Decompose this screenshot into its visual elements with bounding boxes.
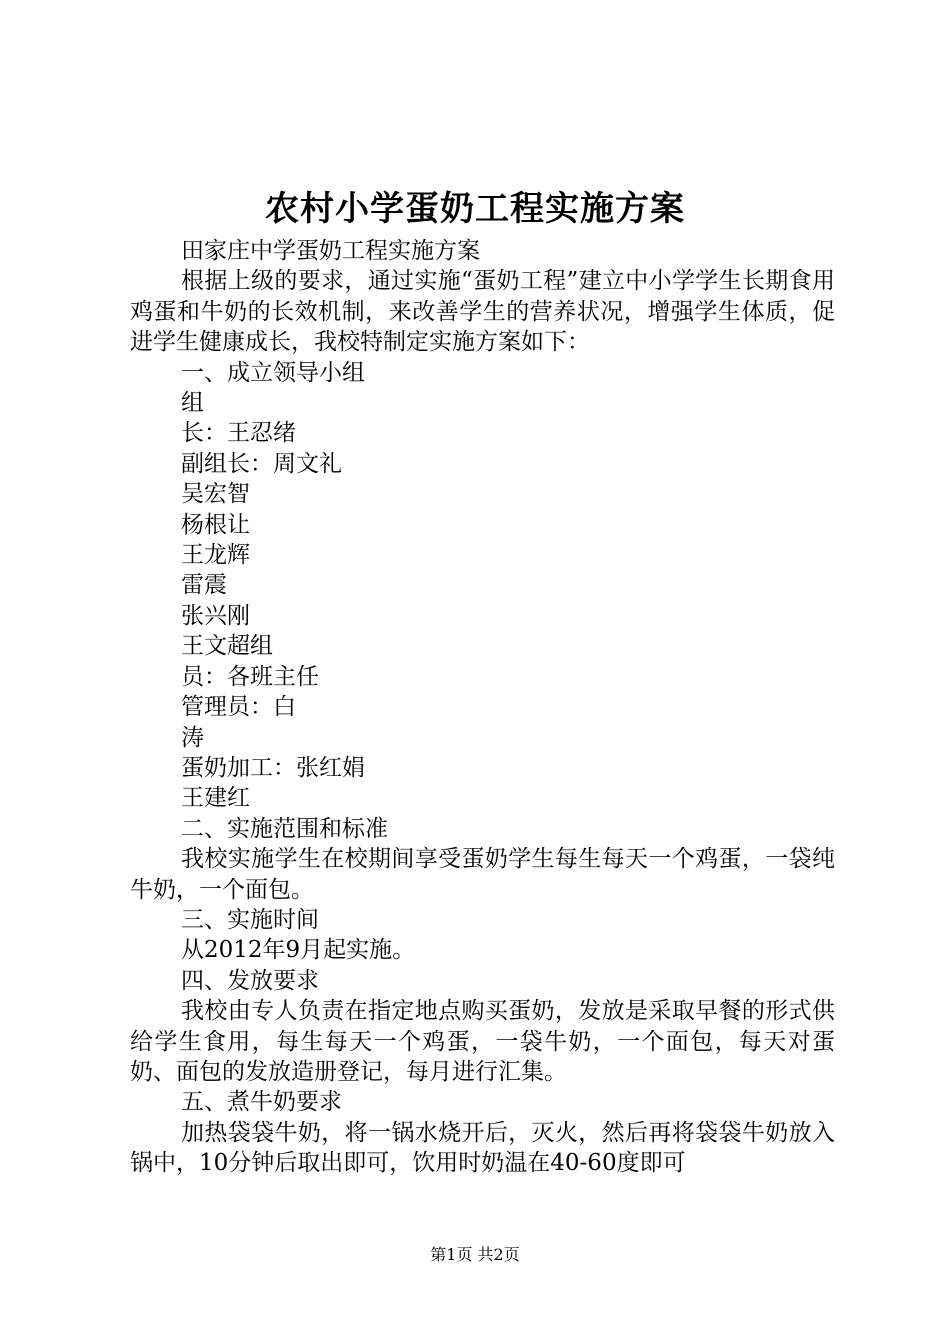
paragraph: 三、实施时间 bbox=[181, 906, 319, 933]
paragraph: 王龙辉 bbox=[181, 542, 250, 569]
paragraph: 雷震 bbox=[181, 572, 227, 599]
paragraph: 涛 bbox=[181, 724, 204, 751]
paragraph: 田家庄中学蛋奶工程实施方案 bbox=[181, 238, 480, 264]
paragraph: 一、成立领导小组 bbox=[181, 359, 365, 386]
document-title: 农村小学蛋奶工程实施方案 bbox=[265, 189, 685, 229]
document-body bbox=[130, 236, 835, 1179]
paragraph: 从2012年9月起实施。 bbox=[181, 937, 416, 964]
paragraph: 张兴刚 bbox=[181, 602, 250, 629]
paragraph: 五、煮牛奶要求 bbox=[181, 1089, 342, 1116]
paragraph: 我校由专人负责在指定地点购买蛋奶，发放是采取早餐的形式供给学生食用，每生每天一个鸡蛋，一袋牛奶，一个面包，每天对蛋奶、面包的发放造册登记，每月进行汇集。 bbox=[130, 998, 835, 1085]
paragraph: 根据上级的要求，通过实施“蛋奶工程”建立中小学学生长期食用鸡蛋和牛奶的长效机制，来改善学生的营养状况，增强学生体质，促进学生健康成长，我校特制定实施方案如下： bbox=[130, 268, 835, 356]
page-footer: 第1页 共2页 bbox=[430, 1245, 520, 1264]
paragraph: 四、发放要求 bbox=[181, 967, 319, 994]
paragraph: 王建红 bbox=[181, 785, 250, 812]
paragraph: 杨根让 bbox=[181, 511, 250, 538]
paragraph: 长：王忍绪 bbox=[181, 420, 296, 447]
paragraph: 王文超组 bbox=[181, 633, 273, 660]
paragraph: 副组长：周文礼 bbox=[181, 450, 342, 477]
paragraph: 蛋奶加工：张红娟 bbox=[181, 754, 365, 781]
paragraph: 组 bbox=[181, 390, 204, 417]
paragraph: 二、实施范围和标准 bbox=[181, 815, 388, 842]
paragraph: 加热袋袋牛奶，将一锅水烧开后，灭火，然后再将袋袋牛奶放入锅中，10分钟后取出即可，饮用时奶温在40-60度即可 bbox=[130, 1119, 835, 1177]
paragraph: 吴宏智 bbox=[181, 481, 250, 508]
paragraph: 我校实施学生在校期间享受蛋奶学生每生每天一个鸡蛋，一袋纯牛奶，一个面包。 bbox=[130, 846, 835, 903]
paragraph: 管理员：白 bbox=[181, 694, 296, 721]
paragraph: 员：各班主任 bbox=[181, 663, 319, 690]
